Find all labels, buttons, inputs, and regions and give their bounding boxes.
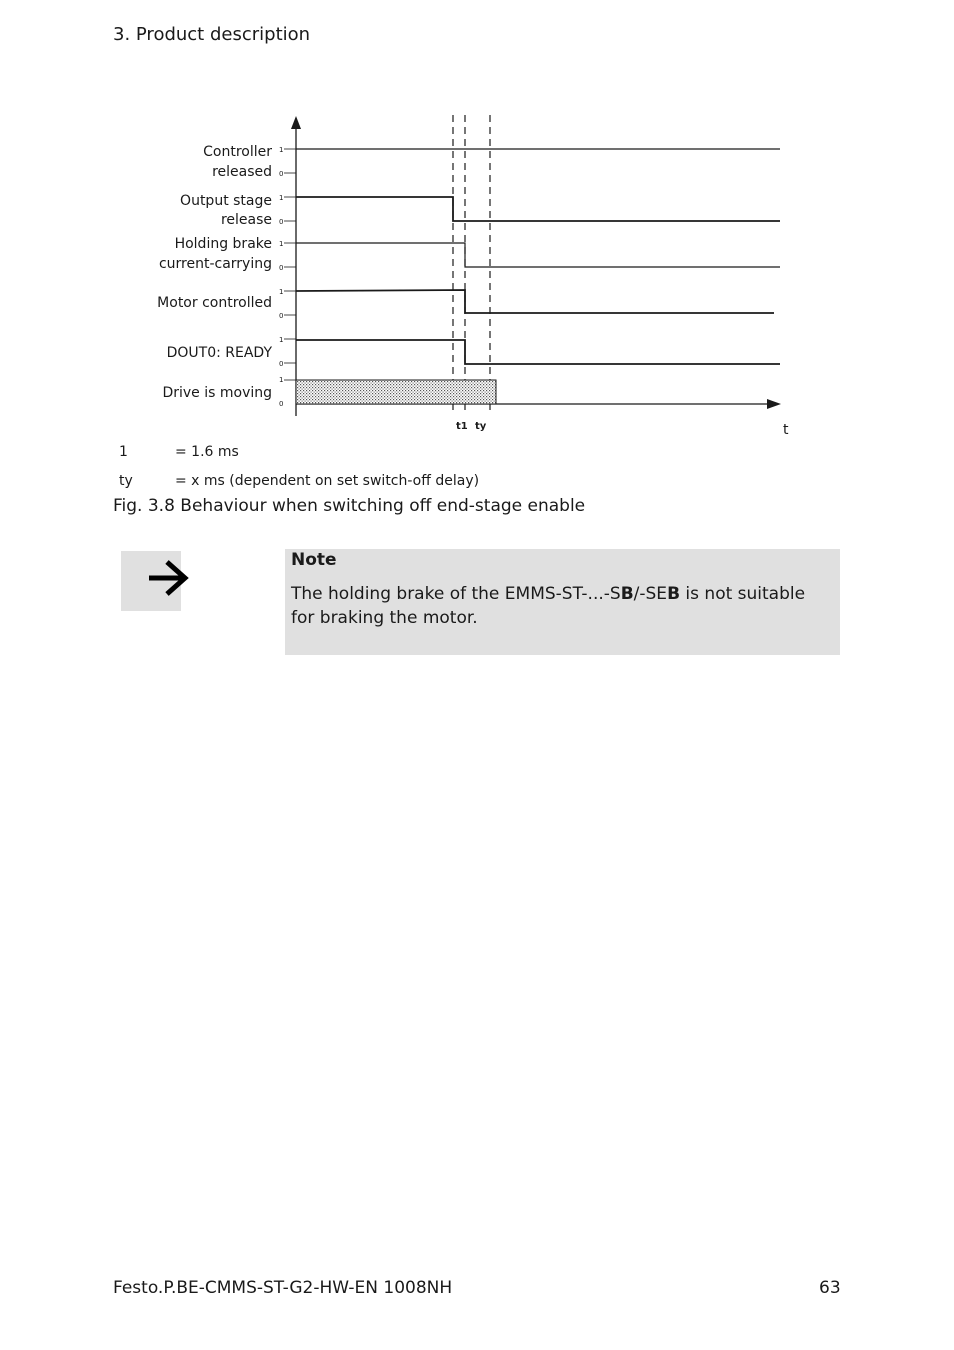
y-axis-arrow [291, 116, 301, 129]
time-axis-label: t [783, 422, 789, 438]
level-high-1: 1 [279, 146, 284, 154]
time-mark-t1: t1 [456, 421, 468, 432]
footer-doc-id: Festo.P.BE-CMMS-ST-G2-HW-EN 1008NH [113, 1278, 453, 1298]
signal-label-holding-brake-1: Holding brake [174, 236, 272, 252]
legend-value-ty: = x ms (dependent on set switch-off delay) [175, 473, 480, 489]
signal-label-motor-controlled: Motor controlled [157, 295, 272, 311]
legend-value-1: = 1.6 ms [175, 444, 239, 460]
signal-label-output-stage-1: Output stage [180, 193, 272, 209]
figure-caption: Fig. 3.8 Behaviour when switching off end-stage enable [113, 496, 586, 516]
signal-trace-holding-brake [296, 243, 780, 267]
level-high-5: 1 [279, 336, 284, 344]
signal-label-drive-moving: Drive is moving [162, 385, 272, 401]
footer-page-number: 63 [819, 1278, 841, 1298]
note-text [291, 582, 831, 630]
level-high-3: 1 [279, 240, 284, 248]
signal-label-holding-brake-2: current-carrying [158, 256, 272, 272]
level-low-1: 0 [279, 170, 284, 178]
note-text-bold2: B [667, 584, 681, 604]
signal-trace-output-stage [296, 197, 780, 221]
signal-label-output-stage-2: release [220, 212, 272, 228]
page-header-section: 3. Product description [113, 24, 311, 45]
note-text-part3: is not suitable for braking the motor. [291, 584, 806, 628]
level-high-2: 1 [279, 194, 284, 202]
time-mark-ty: ty [475, 421, 487, 432]
signal-label-controller-released-1: Controller [203, 144, 272, 160]
signal-label-dout0-ready: DOUT0: READY [166, 345, 272, 361]
signal-trace-dout0-ready [296, 340, 780, 364]
level-low-6: 0 [279, 400, 284, 408]
timing-diagram [0, 0, 954, 460]
legend-key-1: 1 [119, 444, 128, 460]
level-low-4: 0 [279, 312, 284, 320]
level-low-3: 0 [279, 264, 284, 272]
level-low-5: 0 [279, 360, 284, 368]
signal-label-controller-released-2: released [212, 164, 272, 180]
signal-block-drive-moving [296, 380, 496, 404]
note-title: Note [291, 550, 337, 570]
legend-key-ty: ty [119, 473, 133, 489]
note-text-part2: /-SE [633, 584, 668, 604]
note-text-part1: The holding brake of the EMMS-ST-...-S [291, 584, 621, 604]
level-low-2: 0 [279, 218, 284, 226]
note-text-bold1: B [620, 584, 634, 604]
note-icon-box [121, 551, 181, 611]
time-axis-arrow [767, 399, 781, 409]
level-high-4: 1 [279, 288, 284, 296]
arrow-right-icon [145, 558, 191, 598]
signal-trace-motor-controlled [296, 290, 774, 313]
level-high-6: 1 [279, 376, 284, 384]
